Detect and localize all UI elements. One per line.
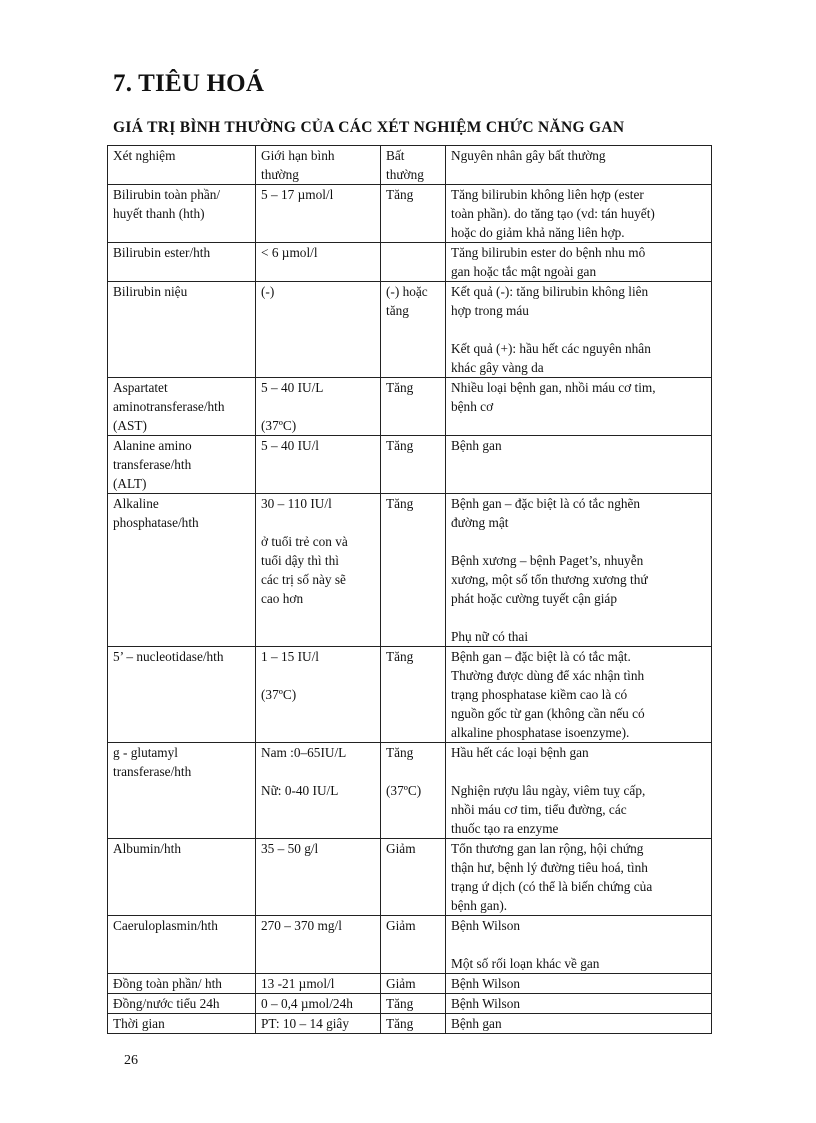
- cell-line: Giảm: [386, 841, 416, 856]
- cell-line: gan hoặc tắc mật ngoài gan: [451, 264, 597, 279]
- cell-test: [108, 916, 256, 974]
- cell-abnormal: [381, 1014, 446, 1034]
- table-row: [108, 282, 712, 378]
- cell-line: transferase/hth: [113, 457, 192, 472]
- cell-test: [108, 994, 256, 1014]
- cell-abnormal: [381, 994, 446, 1014]
- cell-normal-range: [256, 1014, 381, 1034]
- table-row: [108, 974, 712, 994]
- cell-line: ở tuổi trẻ con và: [261, 534, 348, 549]
- cell-line: Nghiện rượu lâu ngày, viêm tuỵ cấp,: [451, 783, 646, 798]
- cell-line: Tổn thương gan lan rộng, hội chứng: [451, 841, 644, 856]
- cell-test: [108, 378, 256, 436]
- cell-line: Tăng: [386, 745, 414, 760]
- cell-cause: [446, 1014, 712, 1034]
- cell-line: Kết quả (-): tăng bilirubin không liên: [451, 284, 649, 299]
- cell-line: Tăng bilirubin không liên hợp (ester: [451, 187, 644, 202]
- cell-normal-range: [256, 974, 381, 994]
- cell-normal-range: [256, 743, 381, 839]
- table-body: [108, 185, 712, 1034]
- cell-line: hợp trong máu: [451, 303, 529, 318]
- cell-test: [108, 436, 256, 494]
- cell-cause: [446, 436, 712, 494]
- cell-line: 5 – 40 IU/l: [261, 438, 319, 453]
- cell-spacer: [261, 762, 375, 781]
- cell-normal-range: [256, 494, 381, 647]
- cell-cause: [446, 916, 712, 974]
- cell-cause: [446, 378, 712, 436]
- cell-line: Thời gian: [113, 1016, 165, 1031]
- cell-line: Bệnh gan: [451, 1016, 502, 1031]
- cell-normal-range: [256, 436, 381, 494]
- cell-abnormal: [381, 647, 446, 743]
- cell-abnormal: [381, 436, 446, 494]
- cell-line: Giảm: [386, 918, 416, 933]
- cell-line: Đồng toàn phần/ hth: [113, 976, 222, 991]
- cell-normal-range: [256, 243, 381, 282]
- cell-line: 1 – 15 IU/l: [261, 649, 319, 664]
- table-row: [108, 378, 712, 436]
- cell-line: Bilirubin ester/hth: [113, 245, 211, 260]
- cell-line: 13 -21 µmol/l: [261, 976, 335, 991]
- cell-line: Hầu hết các loại bệnh gan: [451, 745, 589, 760]
- cell-line: Nam :0–65IU/L: [261, 745, 347, 760]
- cell-cause: [446, 494, 712, 647]
- table-row: [108, 839, 712, 916]
- table-header-row: [108, 146, 712, 185]
- cell-line: toàn phần). do tăng tạo (vd: tán huyết): [451, 206, 655, 221]
- cell-test: [108, 647, 256, 743]
- table-row: [108, 916, 712, 974]
- cell-line: Bệnh gan – đặc biệt là có tắc nghẽn: [451, 496, 641, 511]
- header-normal-line: thường: [261, 167, 299, 182]
- cell-test: [108, 839, 256, 916]
- cell-line: 270 – 370 mg/l: [261, 918, 342, 933]
- cell-line: 35 – 50 g/l: [261, 841, 319, 856]
- header-abnormal-line: thường: [386, 167, 424, 182]
- cell-cause: [446, 243, 712, 282]
- cell-spacer: [451, 532, 706, 551]
- cell-line: Bilirubin niệu: [113, 284, 188, 299]
- cell-line: Bệnh xương – bệnh Paget’s, nhuyễn: [451, 553, 644, 568]
- cell-line: 30 – 110 IU/l: [261, 496, 332, 511]
- cell-spacer: [386, 762, 440, 781]
- header-abnormal-line: Bất: [386, 148, 405, 163]
- header-test: [108, 146, 256, 185]
- cell-line: (ALT): [113, 476, 147, 491]
- cell-test: [108, 243, 256, 282]
- cell-normal-range: [256, 282, 381, 378]
- cell-line: (AST): [113, 418, 147, 433]
- cell-line: bệnh gan).: [451, 898, 508, 913]
- cell-abnormal: [381, 839, 446, 916]
- cell-normal-range: [256, 647, 381, 743]
- cell-line: Tăng bilirubin ester do bệnh nhu mô: [451, 245, 646, 260]
- chapter-title: 7. TIÊU HOÁ: [113, 70, 265, 97]
- cell-line: Tăng: [386, 380, 414, 395]
- cell-line: Nữ: 0-40 IU/L: [261, 783, 339, 798]
- cell-line: Kết quả (+): hầu hết các nguyên nhân: [451, 341, 651, 356]
- cell-line: cao hơn: [261, 591, 304, 606]
- cell-abnormal: [381, 916, 446, 974]
- cell-line: (37ºC): [261, 687, 297, 702]
- cell-line: trạng phosphatase kiềm cao là có: [451, 687, 628, 702]
- cell-abnormal: [381, 185, 446, 243]
- cell-line: Bệnh Wilson: [451, 996, 521, 1011]
- cell-line: 5’ – nucleotidase/hth: [113, 649, 224, 664]
- cell-line: Bệnh gan – đặc biệt là có tắc mật.: [451, 649, 631, 664]
- cell-spacer: [451, 608, 706, 627]
- cell-line: Bệnh Wilson: [451, 918, 521, 933]
- cell-cause: [446, 282, 712, 378]
- cell-test: [108, 743, 256, 839]
- cell-line: Giảm: [386, 976, 416, 991]
- header-normal-range: [256, 146, 381, 185]
- cell-line: transferase/hth: [113, 764, 192, 779]
- cell-line: khác gây vàng da: [451, 360, 544, 375]
- cell-line: bệnh cơ: [451, 399, 494, 414]
- cell-line: trạng ứ dịch (có thể là biến chứng của: [451, 879, 653, 894]
- cell-normal-range: [256, 839, 381, 916]
- cell-normal-range: [256, 994, 381, 1014]
- table-row: [108, 743, 712, 839]
- cell-spacer: [451, 320, 706, 339]
- table-row: [108, 994, 712, 1014]
- header-abnormal: [381, 146, 446, 185]
- cell-line: Albumin/hth: [113, 841, 181, 856]
- cell-test: [108, 282, 256, 378]
- cell-cause: [446, 994, 712, 1014]
- cell-line: Đồng/nước tiểu 24h: [113, 996, 220, 1011]
- cell-abnormal: [381, 494, 446, 647]
- cell-line: thuốc tạo ra enzyme: [451, 821, 559, 836]
- table-row: [108, 243, 712, 282]
- cell-line: xương, một số tổn thương xương thứ: [451, 572, 648, 587]
- cell-spacer: [386, 243, 440, 262]
- cell-line: Thường được dùng để xác nhận tình: [451, 668, 645, 683]
- cell-abnormal: [381, 243, 446, 282]
- cell-line: Tăng: [386, 187, 414, 202]
- cell-line: nguồn gốc từ gan (không cần nếu có: [451, 706, 645, 721]
- cell-line: Bệnh Wilson: [451, 976, 521, 991]
- cell-line: Một số rối loạn khác về gan: [451, 956, 600, 971]
- cell-line: Aspartatet: [113, 380, 168, 395]
- cell-normal-range: [256, 916, 381, 974]
- cell-cause: [446, 185, 712, 243]
- table-row: [108, 185, 712, 243]
- table-title: GIÁ TRỊ BÌNH THƯỜNG CỦA CÁC XÉT NGHIỆM CHỨC NĂNG GAN: [113, 119, 625, 136]
- cell-line: Tăng: [386, 996, 414, 1011]
- cell-test: [108, 1014, 256, 1034]
- cell-line: Bệnh gan: [451, 438, 502, 453]
- cell-line: phát hoặc cường tuyết cận giáp: [451, 591, 617, 606]
- cell-line: < 6 µmol/l: [261, 245, 318, 260]
- cell-test: [108, 494, 256, 647]
- cell-line: Bilirubin toàn phần/: [113, 187, 221, 202]
- cell-line: alkaline phosphatase isoenzyme).: [451, 725, 630, 740]
- cell-abnormal: [381, 378, 446, 436]
- cell-line: các trị số này sẽ: [261, 572, 346, 587]
- cell-line: Phụ nữ có thai: [451, 629, 529, 644]
- header-cause: [446, 146, 712, 185]
- cell-spacer: [451, 935, 706, 954]
- cell-line: Tăng: [386, 496, 414, 511]
- cell-line: 0 – 0,4 µmol/24h: [261, 996, 353, 1011]
- cell-line: Caeruloplasmin/hth: [113, 918, 218, 933]
- cell-line: huyết thanh (hth): [113, 206, 205, 221]
- cell-spacer: [451, 762, 706, 781]
- cell-line: aminotransferase/hth: [113, 399, 225, 414]
- cell-normal-range: [256, 378, 381, 436]
- cell-line: (-) hoặc: [386, 284, 428, 299]
- cell-line: Tăng: [386, 649, 414, 664]
- cell-spacer: [261, 513, 375, 532]
- cell-spacer: [261, 397, 375, 416]
- cell-line: hoặc do giảm khả năng liên hợp.: [451, 225, 625, 240]
- cell-line: tuổi dậy thì thì: [261, 553, 339, 568]
- cell-line: thận hư, bệnh lý đường tiêu hoá, tình: [451, 860, 648, 875]
- page-number: 26: [124, 1053, 138, 1068]
- cell-cause: [446, 743, 712, 839]
- header-test-label: Xét nghiệm: [113, 148, 176, 163]
- cell-line: đường mật: [451, 515, 509, 530]
- table-row: [108, 1014, 712, 1034]
- cell-cause: [446, 647, 712, 743]
- cell-abnormal: [381, 974, 446, 994]
- cell-line: Alanine amino: [113, 438, 192, 453]
- cell-line: Alkaline: [113, 496, 159, 511]
- cell-line: Nhiều loại bệnh gan, nhồi máu cơ tim,: [451, 380, 656, 395]
- cell-line: 5 – 17 µmol/l: [261, 187, 334, 202]
- cell-line: (37ºC): [261, 418, 297, 433]
- cell-line: Tăng: [386, 1016, 414, 1031]
- cell-normal-range: [256, 185, 381, 243]
- cell-test: [108, 974, 256, 994]
- table-row: [108, 647, 712, 743]
- cell-line: Tăng: [386, 438, 414, 453]
- cell-abnormal: [381, 743, 446, 839]
- cell-line: 5 – 40 IU/L: [261, 380, 324, 395]
- cell-line: nhồi máu cơ tim, tiểu đường, các: [451, 802, 627, 817]
- cell-line: phosphatase/hth: [113, 515, 199, 530]
- cell-spacer: [261, 666, 375, 685]
- table-row: [108, 494, 712, 647]
- cell-cause: [446, 839, 712, 916]
- cell-abnormal: [381, 282, 446, 378]
- table-row: [108, 436, 712, 494]
- cell-line: (-): [261, 284, 275, 299]
- header-cause-label: Nguyên nhân gây bất thường: [451, 148, 606, 163]
- header-normal-line: Giới hạn bình: [261, 148, 335, 163]
- cell-line: tăng: [386, 303, 409, 318]
- cell-test: [108, 185, 256, 243]
- cell-cause: [446, 974, 712, 994]
- cell-line: PT: 10 – 14 giây: [261, 1016, 349, 1031]
- liver-function-table: [107, 145, 712, 1034]
- cell-line: (37ºC): [386, 783, 422, 798]
- cell-line: g - glutamyl: [113, 745, 178, 760]
